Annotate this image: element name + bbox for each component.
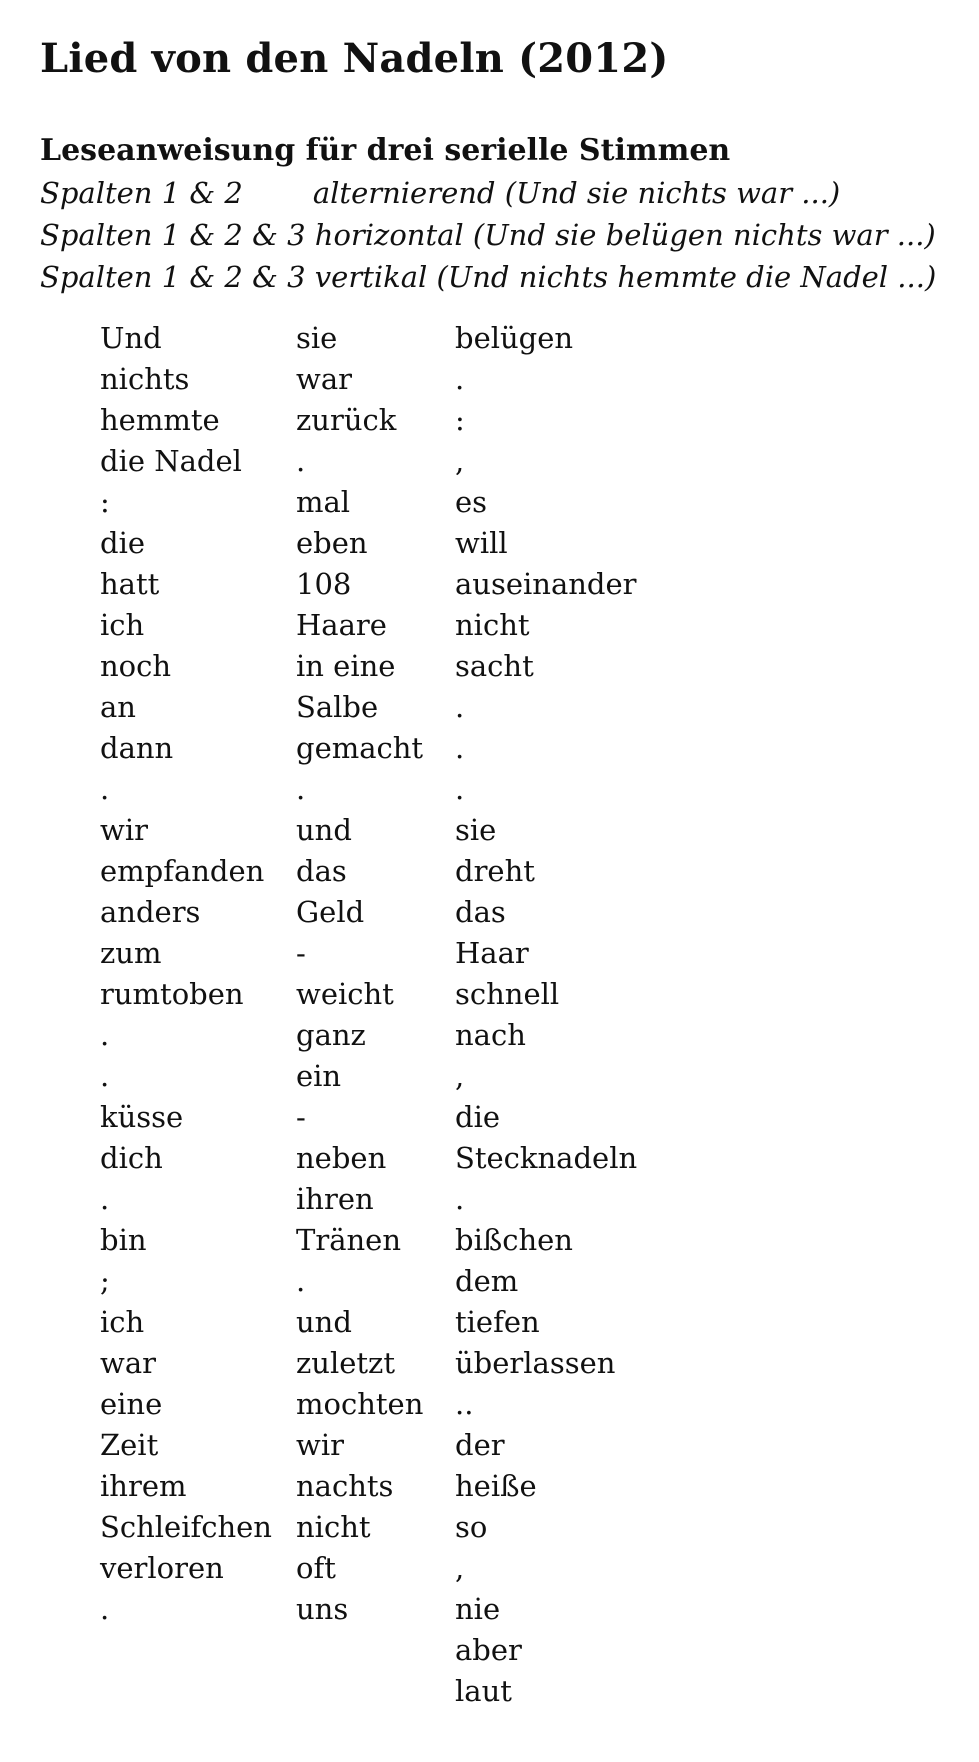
poem-word: das xyxy=(455,895,506,929)
poem-word: . xyxy=(100,1059,110,1093)
poem-word: zurück xyxy=(296,403,397,437)
poem-word: Salbe xyxy=(296,690,379,724)
poem-word: , xyxy=(455,1059,465,1093)
poem-word: bin xyxy=(100,1223,147,1257)
poem-word: ; xyxy=(100,1264,110,1298)
poem-word: dich xyxy=(100,1141,163,1175)
poem-word: zuletzt xyxy=(296,1346,395,1380)
poem-word: anders xyxy=(100,895,201,929)
poem-word: die xyxy=(100,526,146,560)
poem-word: nach xyxy=(455,1018,526,1052)
instruction-line-alternating xyxy=(40,172,960,214)
reading-instructions xyxy=(40,130,960,298)
instructions-heading: Leseanweisung für drei serielle Stimmen xyxy=(40,133,731,168)
poem-word: Und xyxy=(100,321,162,355)
poem-word: Haare xyxy=(296,608,387,642)
poem-word: oft xyxy=(296,1551,336,1585)
poem-column-1 xyxy=(100,318,296,1712)
poem-word: belügen xyxy=(455,321,574,355)
poem-word: ihrem xyxy=(100,1469,187,1503)
poem-word: ihren xyxy=(296,1182,374,1216)
poem-word: uns xyxy=(296,1592,349,1626)
poem-word: - xyxy=(296,936,306,970)
poem-word: gemacht xyxy=(296,731,424,765)
poem-word: überlassen xyxy=(455,1346,616,1380)
poem-word: eine xyxy=(100,1387,163,1421)
poem-word: , xyxy=(455,1551,465,1585)
poem-word: . xyxy=(100,1018,110,1052)
poem-word: laut xyxy=(455,1674,512,1708)
poem-word: bißchen xyxy=(455,1223,573,1257)
poem-word: . xyxy=(100,1182,110,1216)
poem-word: nicht xyxy=(455,608,530,642)
poem-word: Zeit xyxy=(100,1428,159,1462)
poem-word: Schleifchen xyxy=(100,1510,272,1544)
poem-word: zum xyxy=(100,936,162,970)
instruction-text: vertikal (Und nichts hemmte die Nadel ...) xyxy=(314,260,937,294)
poem-word: sacht xyxy=(455,649,534,683)
poem-word: ich xyxy=(100,1305,145,1339)
poem-word: . xyxy=(455,1182,465,1216)
poem-word: weicht xyxy=(296,977,394,1011)
poem-word: . xyxy=(455,362,465,396)
poem-word: 108 xyxy=(296,567,352,601)
poem-word: küsse xyxy=(100,1100,184,1134)
poem-word: ein xyxy=(296,1059,342,1093)
poem-word: so xyxy=(455,1510,488,1544)
poem-word: . xyxy=(455,772,465,806)
poem-word: es xyxy=(455,485,488,519)
document-page xyxy=(40,30,960,298)
poem-word: : xyxy=(100,485,110,519)
poem-word: wir xyxy=(100,813,148,847)
poem-word: mochten xyxy=(296,1387,424,1421)
poem-word: die Nadel xyxy=(100,444,242,478)
poem-word: will xyxy=(455,526,508,560)
page-title: Lied von den Nadeln (2012) xyxy=(40,35,669,82)
poem-word: Haar xyxy=(455,936,529,970)
instruction-line-horizontal xyxy=(40,214,960,256)
poem-word: aber xyxy=(455,1633,522,1667)
poem-word: : xyxy=(455,403,465,437)
poem-word: war xyxy=(100,1346,156,1380)
poem-word: tiefen xyxy=(455,1305,540,1339)
poem-columns xyxy=(100,318,655,1712)
poem-word: an xyxy=(100,690,136,724)
instruction-text: alternierend (Und sie nichts war ...) xyxy=(312,176,841,210)
poem-word: wir xyxy=(296,1428,344,1462)
poem-word: Geld xyxy=(296,895,365,929)
poem-word: das xyxy=(296,854,347,888)
poem-word: hatt xyxy=(100,567,160,601)
instruction-columns: Spalten 1 & 2 xyxy=(40,176,243,210)
poem-word: dem xyxy=(455,1264,519,1298)
poem-word: .. xyxy=(455,1387,474,1421)
poem-word: Stecknadeln xyxy=(455,1141,638,1175)
poem-word: . xyxy=(455,690,465,724)
poem-word: ich xyxy=(100,608,145,642)
poem-word: rumtoben xyxy=(100,977,244,1011)
poem-word: - xyxy=(296,1100,306,1134)
poem-word: nichts xyxy=(100,362,190,396)
poem-word: . xyxy=(100,772,110,806)
poem-word: dreht xyxy=(455,854,535,888)
poem-word: und xyxy=(296,1305,352,1339)
instruction-line-vertical xyxy=(40,256,960,298)
poem-word: . xyxy=(296,772,306,806)
poem-word: Tränen xyxy=(296,1223,402,1257)
poem-word: und xyxy=(296,813,352,847)
poem-word: ganz xyxy=(296,1018,366,1052)
poem-word: nachts xyxy=(296,1469,394,1503)
instruction-columns: Spalten 1 & 2 & 3 xyxy=(40,218,306,252)
poem-word: . xyxy=(455,731,465,765)
poem-word: war xyxy=(296,362,352,396)
instruction-columns: Spalten 1 & 2 & 3 xyxy=(40,260,306,294)
poem-word: noch xyxy=(100,649,172,683)
poem-word: . xyxy=(296,444,306,478)
poem-column-3 xyxy=(455,318,655,1712)
poem-word: hemmte xyxy=(100,403,220,437)
poem-word: schnell xyxy=(455,977,560,1011)
poem-word: nicht xyxy=(296,1510,371,1544)
poem-word: sie xyxy=(455,813,497,847)
poem-word: eben xyxy=(296,526,368,560)
poem-word: nie xyxy=(455,1592,501,1626)
poem-word: der xyxy=(455,1428,505,1462)
poem-word: empfanden xyxy=(100,854,265,888)
poem-word: mal xyxy=(296,485,351,519)
poem-word: dann xyxy=(100,731,174,765)
poem-word: sie xyxy=(296,321,338,355)
poem-word: die xyxy=(455,1100,501,1134)
poem-word: verloren xyxy=(100,1551,224,1585)
instruction-text: horizontal (Und sie belügen nichts war ...) xyxy=(314,218,936,252)
poem-word: . xyxy=(296,1264,306,1298)
poem-word: auseinander xyxy=(455,567,637,601)
poem-word: heiße xyxy=(455,1469,537,1503)
poem-word: neben xyxy=(296,1141,387,1175)
poem-word: in eine xyxy=(296,649,396,683)
poem-word: . xyxy=(100,1592,110,1626)
poem-column-2 xyxy=(296,318,455,1712)
poem-word: , xyxy=(455,444,465,478)
